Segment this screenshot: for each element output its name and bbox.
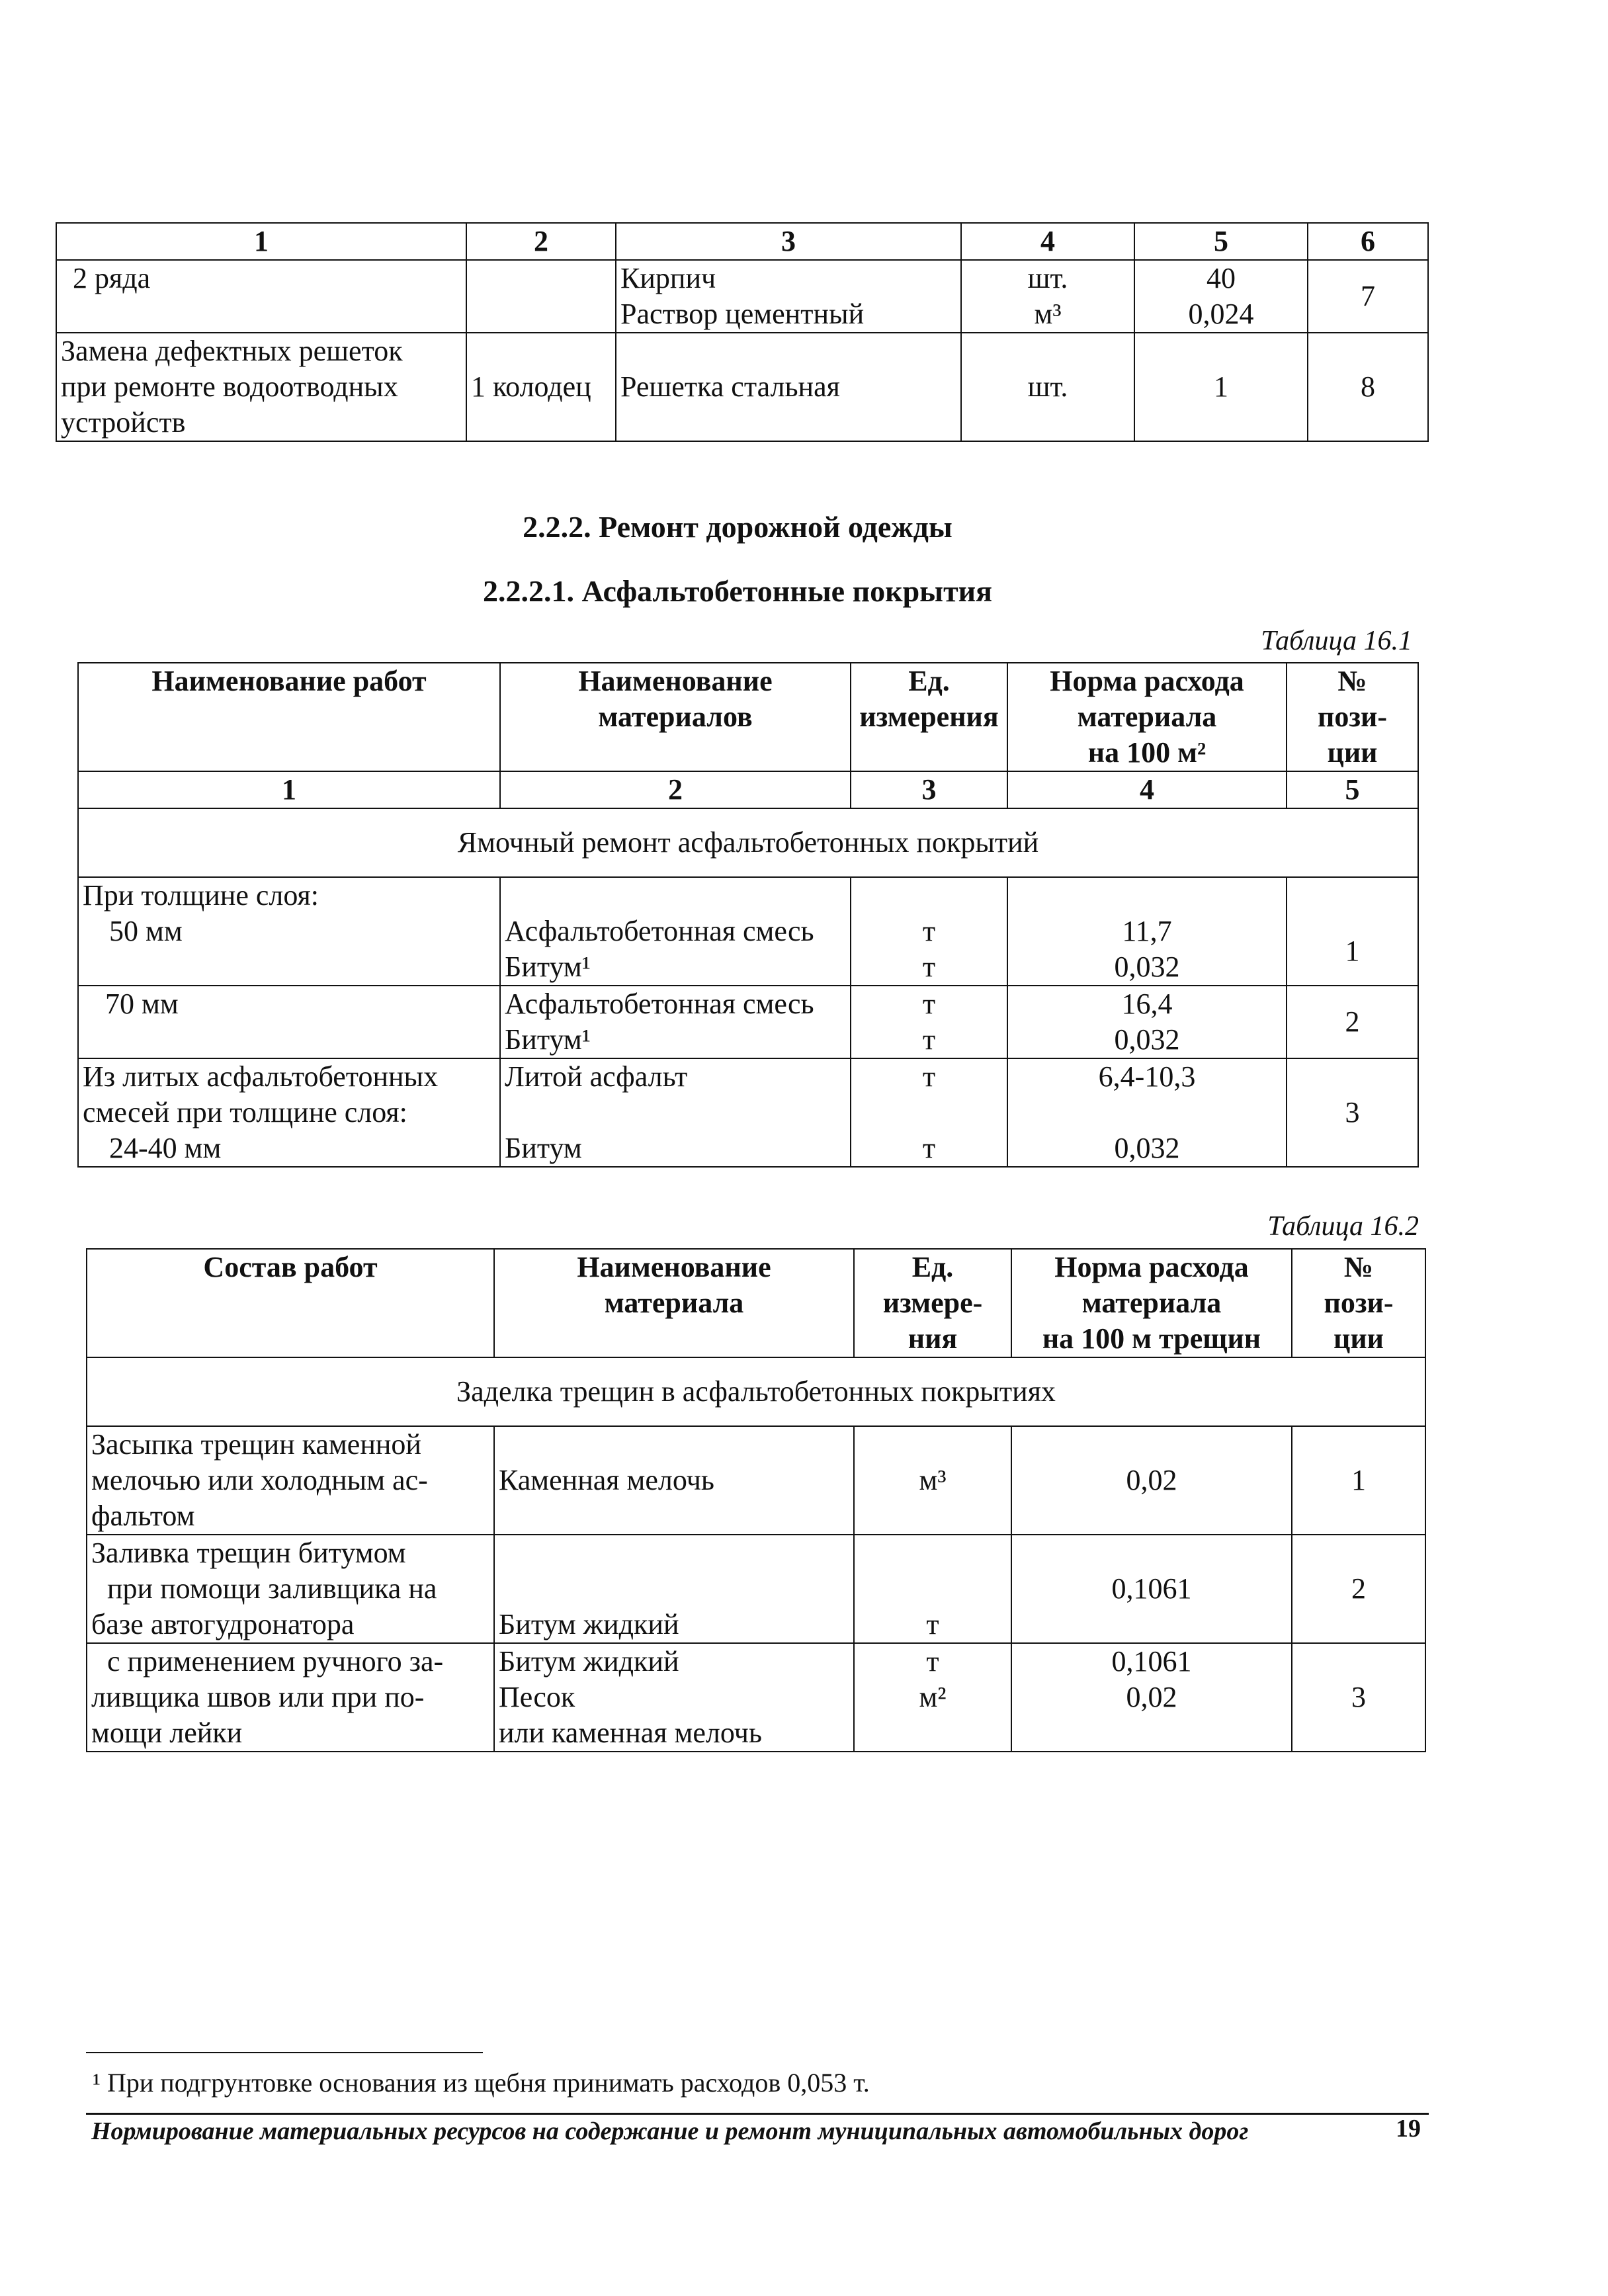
col-number: 4 [1007,771,1287,808]
work-name-line: базе автогудронатора [91,1608,355,1640]
material: Битум¹ [505,1023,591,1056]
material: Битум жидкий [494,1535,854,1643]
norms-cell [1134,260,1308,333]
col-number: 6 [1308,223,1428,260]
norm: 1 [1134,333,1308,441]
work-name: 2 ряда [56,260,466,333]
header-line: на 100 м² [1087,736,1206,769]
norms-cell [1007,1058,1287,1167]
header-line: материалов [598,701,753,733]
norm: 6,4-10,3 [1098,1060,1196,1093]
position: 1 [1292,1426,1425,1535]
material: Каменная мелочь [494,1426,854,1535]
position: 2 [1287,986,1418,1058]
header-unit [851,663,1007,771]
units-cell [854,1643,1011,1752]
header-position [1292,1249,1425,1357]
header-line: Наименование [578,665,773,697]
unit: т [922,988,936,1020]
work-name-line: Замена дефектных решеток [61,335,403,367]
unit: т [854,1535,1011,1643]
material: Битум¹ [505,951,591,983]
materials-cell [616,260,961,333]
material: Решетка стальная [616,333,961,441]
header-line: пози- [1317,701,1388,733]
norm: 0,02 [1011,1426,1292,1535]
work-name-line: 50 мм [109,915,183,947]
materials-cell [500,877,851,986]
materials-cell [500,986,851,1058]
norm: 0,032 [1114,1132,1180,1164]
position: 8 [1308,333,1428,441]
table-row [56,260,1428,333]
material: Битум [505,1132,582,1164]
header-norm [1011,1249,1292,1357]
header-line: измерения [859,701,999,733]
header-line: Наименование [577,1251,771,1283]
footer-rule [86,2113,1429,2115]
work-name-line: При толщине слоя: [83,879,319,912]
norms-cell [1011,1643,1292,1752]
table-row [87,1426,1425,1535]
units-cell [961,260,1134,333]
work-name: 70 мм [78,986,500,1058]
unit: шт. [1027,262,1068,294]
continuation-table [56,222,1429,442]
material: Раствор цементный [620,298,865,330]
table-16-2 [86,1248,1426,1752]
col-number: 3 [851,771,1007,808]
work-name [87,1535,494,1643]
norm: 0,1061 [1011,1535,1292,1643]
table-caption: Таблица 16.1 [1261,626,1412,656]
section-title: Заделка трещин в асфальтобетонных покрытиях [87,1357,1425,1426]
position: 3 [1287,1058,1418,1167]
subsection-heading: 2.2.2.1. Асфальтобетонные покрытия [482,574,993,608]
header-line: Норма расхода [1054,1251,1249,1283]
work-name-line: с применением ручного за- [107,1645,444,1678]
table-16-1 [77,662,1419,1168]
work-name-line: Засыпка трещин каменной [91,1428,421,1461]
section-row [87,1357,1425,1426]
footnote-separator [86,2052,483,2053]
header-position [1287,663,1418,771]
norm: 0,1061 [1111,1645,1192,1678]
unit: т [922,1023,936,1056]
units-cell [851,1058,1007,1167]
norm: 0,032 [1114,1023,1180,1056]
unit: шт. [961,333,1134,441]
norms-cell [1007,877,1287,986]
work-name-line: мелочью или холодным ас- [91,1464,428,1496]
norm: 11,7 [1122,915,1172,947]
header-line: Ед. [908,665,950,697]
unit: м² [919,1681,947,1713]
header-line: измере- [882,1287,983,1319]
col-number: 2 [466,223,616,260]
work-name-line: при помощи заливщика на [107,1572,437,1605]
header-norm [1007,663,1287,771]
header-unit [854,1249,1011,1357]
unit: т [926,1645,939,1678]
norm: 0,02 [1126,1681,1177,1713]
norm: 16,4 [1121,988,1173,1020]
position: 1 [1287,877,1418,986]
material: или каменная мелочь [499,1717,762,1749]
section-heading: 2.2.2. Ремонт дорожной одежды [523,510,952,544]
page-number: 19 [1396,2115,1421,2143]
col-number: 1 [78,771,500,808]
header-line: ния [908,1322,958,1355]
col-number: 5 [1134,223,1308,260]
norms-cell [1007,986,1287,1058]
header-line: ции [1327,736,1378,769]
header-line: ции [1333,1322,1384,1355]
material: Битум жидкий [499,1645,679,1678]
col-number: 4 [961,223,1134,260]
running-title: Нормирование материальных ресурсов на содержание и ремонт муниципальных автомобильных дорог [91,2117,1249,2145]
table-row [87,1535,1425,1643]
units-cell [851,877,1007,986]
work-name [78,877,500,986]
col-number: 1 [56,223,466,260]
header-work-name: Наименование работ [78,663,500,771]
unit: т [922,915,936,947]
header-line: Ед. [911,1251,954,1283]
unit: т [922,1060,936,1093]
work-name [87,1426,494,1535]
col-number: 3 [616,223,961,260]
position: 3 [1292,1643,1425,1752]
header-line: материала [1081,1287,1222,1319]
work-name-line: Из литых асфальтобетонных [83,1060,439,1093]
materials-cell [494,1643,854,1752]
per-unit: 1 колодец [466,333,616,441]
header-work-composition: Состав работ [87,1249,494,1357]
work-name-line: 24-40 мм [109,1132,222,1164]
table-row [78,986,1418,1058]
unit: м³ [854,1426,1011,1535]
work-name-line: при ремонте водоотводных [61,370,398,403]
units-cell [851,986,1007,1058]
table-header-row [87,1249,1425,1357]
material: Песок [499,1681,575,1713]
per-unit [466,260,616,333]
header-line: Норма расхода [1050,665,1244,697]
work-name-line: Заливка трещин битумом [91,1537,406,1569]
norm: 40 [1206,262,1236,294]
materials-cell [500,1058,851,1167]
header-material [500,663,851,771]
work-name-line: фальтом [91,1500,195,1532]
header-line: на 100 м трещин [1042,1322,1261,1355]
col-number: 5 [1287,771,1418,808]
position: 2 [1292,1535,1425,1643]
work-name-line: устройств [61,406,186,439]
table-row [78,877,1418,986]
material: Асфальтобетонная смесь [505,915,814,947]
work-name [87,1643,494,1752]
position: 7 [1308,260,1428,333]
unit: т [922,1132,936,1164]
header-line: пози- [1324,1287,1394,1319]
table-header-row [78,663,1418,771]
header-line: материала [1077,701,1217,733]
work-name-line: мощи лейки [91,1717,243,1749]
material: Литой асфальт [505,1060,688,1093]
unit: м³ [1034,298,1062,330]
col-number: 2 [500,771,851,808]
table-row [78,1058,1418,1167]
column-number-row [78,771,1418,808]
table-row [56,333,1428,441]
header-material [494,1249,854,1357]
table-caption: Таблица 16.2 [1267,1211,1419,1242]
norm: 0,032 [1114,951,1180,983]
material: Кирпич [620,262,716,294]
table-header-row [56,223,1428,260]
footnote: ¹ При подгрунтовке основания из щебня принимать расходов 0,053 т. [93,2068,870,2098]
header-line: материала [604,1287,744,1319]
material: Асфальтобетонная смесь [505,988,814,1020]
norm: 0,024 [1188,298,1254,330]
work-name-line: ливщика швов или при по- [91,1681,425,1713]
section-title: Ямочный ремонт асфальтобетонных покрытий [78,808,1418,877]
section-row [78,808,1418,877]
table-row [87,1643,1425,1752]
work-name-line: смесей при толщине слоя: [83,1096,407,1128]
header-line: № [1337,665,1367,697]
work-name [56,333,466,441]
work-name [78,1058,500,1167]
unit: т [922,951,936,983]
header-line: № [1343,1251,1374,1283]
